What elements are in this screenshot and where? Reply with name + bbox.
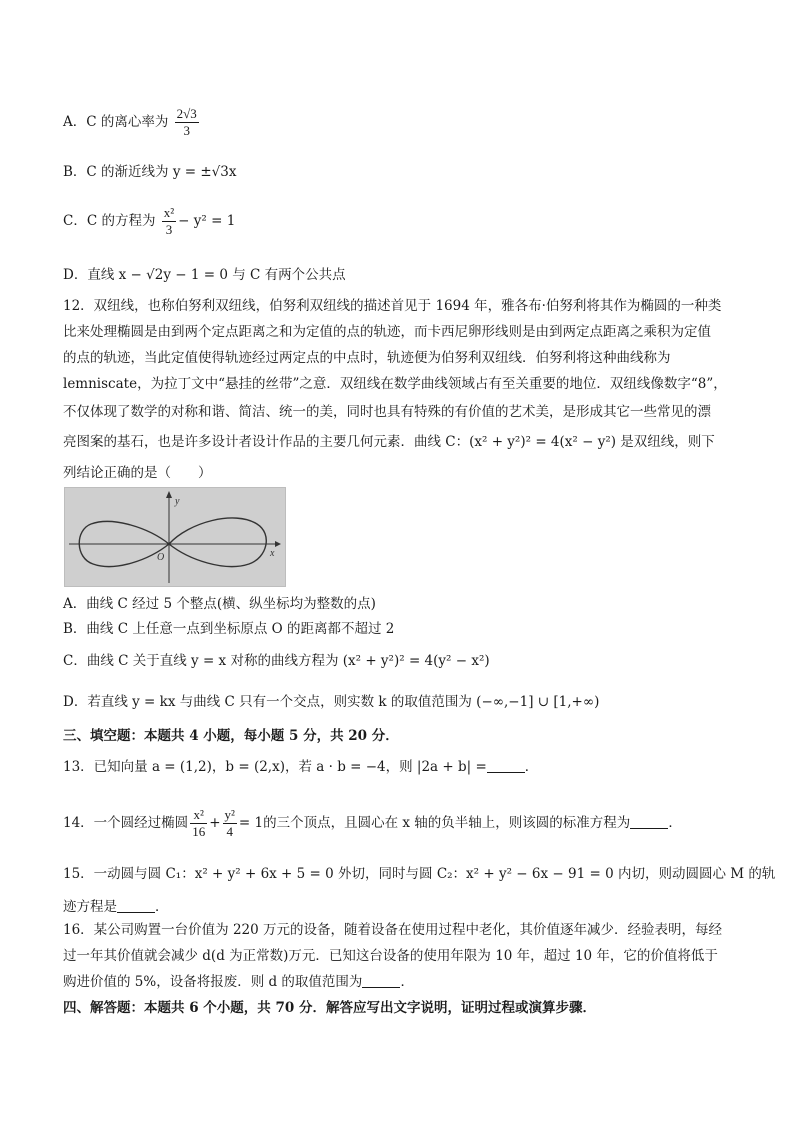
equals-text: = 1	[238, 815, 264, 831]
lemniscate-curve	[79, 518, 266, 567]
option-label: D．	[63, 267, 88, 283]
option-text: 直线 x − √2y − 1 = 0 与 C 有两个公共点	[87, 267, 346, 283]
origin-label: O	[157, 552, 165, 563]
q15-tail: ．	[155, 899, 169, 915]
x-axis-label: x	[270, 548, 275, 559]
y-axis-label: y	[175, 496, 180, 507]
q11-option-a	[63, 106, 734, 139]
option-label: A．	[63, 114, 87, 130]
option-text-tail: − y² = 1	[178, 213, 236, 229]
answer-blank	[117, 900, 155, 913]
q12-option-c: C．曲线 C 关于直线 y = x 对称的曲线方程为 (x² + y²)² = 4(y² − x²)	[63, 653, 490, 669]
q15-line-1: 15．一动圆与圆 C₁：x² + y² + 6x + 5 = 0 外切，同时与圆 C₂：x² + y² − 6x − 91 = 0 内切，则动圆圆心 M 的轨	[63, 866, 776, 882]
q14-tail: ．	[668, 815, 682, 831]
q12-line-6: 亮图案的基石，也是许多设计者设计作品的主要几何元素．曲线 C：(x² + y²)² = 4(x² − y²) 是双纽线，则下	[63, 434, 715, 450]
fraction-denominator: 3	[165, 222, 173, 237]
section-3-heading: 三、填空题：本题共 4 小题，每小题 5 分，共 20 分．	[63, 728, 399, 744]
q12-option-a: A．曲线 C 经过 5 个整点(横、纵坐标均为整数的点)	[63, 596, 376, 612]
q11-option-d	[63, 265, 734, 285]
q14-text-rest: 的三个顶点，且圆心在 x 轴的负半轴上，则该圆的标准方程为	[263, 815, 631, 831]
fraction	[162, 205, 176, 238]
q11-option-c	[63, 205, 734, 238]
fraction	[190, 807, 207, 840]
option-text: C 的渐近线为 y = ±√3x	[86, 164, 237, 180]
q11-option-b	[63, 162, 734, 182]
answer-blank	[362, 975, 400, 988]
fraction-numerator: x²	[190, 807, 207, 824]
q12-line-3: 的点的轨迹，当此定值使得轨迹经过两定点的中点时，轨迹便为伯努利双纽线．伯努利将这种曲线称为	[63, 350, 671, 366]
fraction-denominator: 3	[183, 123, 190, 138]
q12-option-d: D．若直线 y = kx 与曲线 C 只有一个交点，则实数 k 的取值范围为 (−∞,−1] ∪ [1,+∞)	[63, 694, 600, 710]
section-4-heading: 四、解答题：本题共 6 个小题，共 70 分．解答应写出文字说明，证明过程或演算步骤．	[63, 1000, 596, 1016]
q13-tail: ．	[524, 759, 539, 775]
q16-text: 购进价值的 5%，设备将报废．则 d 的取值范围为	[63, 974, 363, 990]
answer-blank	[487, 760, 525, 773]
x-axis-arrow	[275, 541, 281, 547]
fraction	[175, 106, 199, 139]
fraction-numerator: y²	[224, 807, 235, 822]
q14	[63, 806, 734, 840]
q12-option-b: B．曲线 C 上任意一点到坐标原点 O 的距离都不超过 2	[63, 621, 395, 637]
q12-line-5: 不仅体现了数学的对称和谐、简洁、统一的美，同时也具有特殊的有价值的艺术美，是形成其它一些常见的漂	[63, 404, 711, 420]
fraction-denominator: 16	[192, 824, 206, 839]
q16-tail: ．	[400, 974, 414, 990]
option-text: C 的方程为	[86, 213, 156, 229]
q16-line-3	[63, 972, 734, 992]
fraction-numerator: x²	[163, 205, 175, 220]
y-axis-arrow	[166, 491, 172, 498]
lemniscate-figure	[64, 487, 286, 587]
lemniscate-graph	[65, 488, 285, 586]
fraction-numerator: 2√3	[176, 106, 197, 121]
q13	[63, 757, 734, 777]
option-label: C．	[63, 213, 87, 229]
q12-line-7: 列结论正确的是（ ）	[63, 465, 212, 481]
plus-sign: +	[209, 815, 221, 831]
fraction	[223, 807, 237, 840]
q13-text: 13．已知向量 a = (1,2)，b = (2,x)，若 a · b = −4，则 |2a + b| =	[63, 759, 487, 775]
fraction-denominator: 4	[226, 824, 233, 839]
q12-line-4: lemniscate，为拉丁文中“悬挂的丝带”之意．双纽线在数学曲线领域占有至关重要的地位．双纽线像数字“8”，	[63, 376, 727, 392]
q12-line-2: 比来处理椭圆是由到两个定点距离之和为定值的点的轨迹，而卡西尼卵形线则是由到两定点距离之乘积为定值	[63, 324, 711, 340]
q12-line-1: 12．双纽线，也称伯努利双纽线，伯努利双纽线的描述首见于 1694 年，雅各布·伯努利将其作为椭圆的一种类	[63, 298, 722, 314]
answer-blank	[630, 816, 668, 829]
option-label: B．	[63, 164, 87, 180]
q16-line-1: 16．某公司购置一台价值为 220 万元的设备，随着设备在使用过程中老化，其价值逐年减少．经验表明，每经	[63, 922, 723, 938]
q14-text: 14．一个圆经过椭圆	[63, 815, 189, 831]
option-text: C 的离心率为	[86, 114, 169, 130]
q15-text: 迹方程是	[63, 899, 117, 915]
q16-line-2: 过一年其价值就会减少 d(d 为正常数)万元．已知这台设备的使用年限为 10 年，超过 10 年，它的价值将低于	[63, 948, 718, 964]
q15-line-2	[63, 897, 734, 917]
